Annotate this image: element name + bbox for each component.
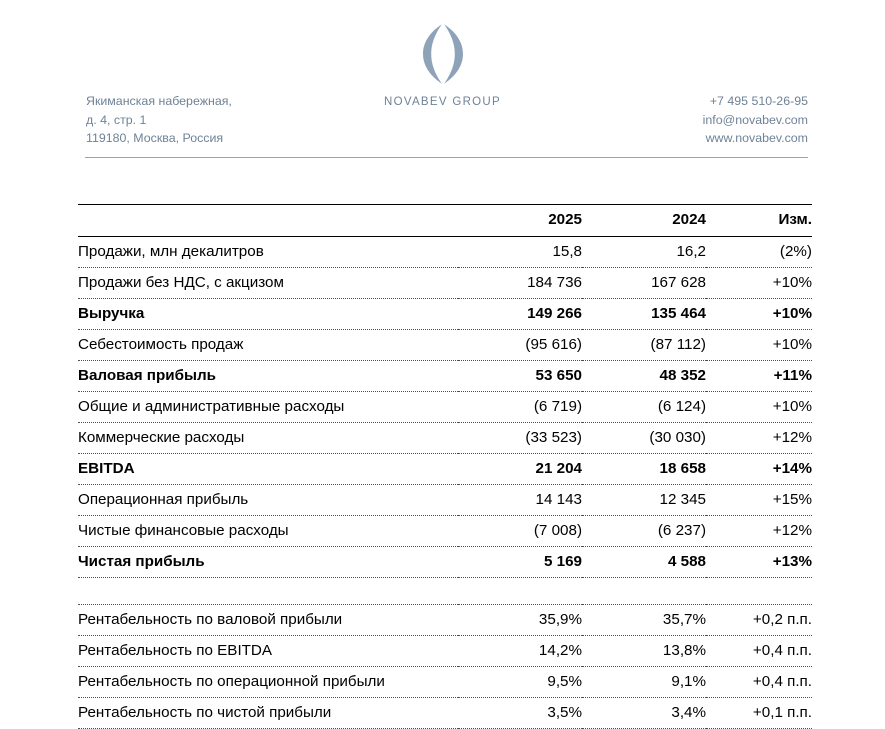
cell-value-2025: 35,9% <box>458 605 582 636</box>
cell-metric-label: Чистая прибыль <box>78 547 458 578</box>
column-header-2024: 2024 <box>672 211 706 228</box>
contact-website[interactable]: www.novabev.com <box>705 131 808 145</box>
novabev-lens-logo-icon <box>409 20 477 88</box>
spacer-cell <box>582 578 706 605</box>
table-row <box>78 454 812 485</box>
cell-metric-label: Продажи, млн декалитров <box>78 237 458 268</box>
cell-value-2024: (30 030) <box>582 423 706 454</box>
cell-value-2025: 14 143 <box>458 485 582 516</box>
cell-value-change: +10% <box>706 299 812 330</box>
column-header-change: Изм. <box>778 211 812 228</box>
spacer-cell <box>458 578 582 605</box>
cell-value-2024: (6 124) <box>582 392 706 423</box>
cell-value-change: +15% <box>706 485 812 516</box>
letterhead-divider <box>85 157 808 158</box>
cell-value-2024: 4 588 <box>582 547 706 578</box>
cell-value-2025: (95 616) <box>458 330 582 361</box>
cell-value-2025: 53 650 <box>458 361 582 392</box>
cell-value-2025: (33 523) <box>458 423 582 454</box>
cell-value-2025: 21 204 <box>458 454 582 485</box>
cell-value-2025: (7 008) <box>458 516 582 547</box>
cell-value-2024: 48 352 <box>582 361 706 392</box>
table-header-row <box>78 205 812 237</box>
cell-metric-label: Рентабельность по валовой прибыли <box>78 605 458 636</box>
table-row <box>78 605 812 636</box>
table-row <box>78 547 812 578</box>
cell-metric-label: Рентабельность по операционной прибыли <box>78 667 458 698</box>
cell-value-2024: 3,4% <box>582 698 706 729</box>
cell-value-2024: 16,2 <box>582 237 706 268</box>
cell-value-2025: 149 266 <box>458 299 582 330</box>
cell-value-2025: 15,8 <box>458 237 582 268</box>
address-line-1: Якиманская набережная, <box>86 94 232 108</box>
table-body <box>78 237 812 729</box>
cell-metric-label: Валовая прибыль <box>78 361 458 392</box>
cell-metric-label: Рентабельность по чистой прибыли <box>78 698 458 729</box>
cell-metric-label: Чистые финансовые расходы <box>78 516 458 547</box>
cell-value-change: +0,4 п.п. <box>706 636 812 667</box>
table-row <box>78 299 812 330</box>
cell-value-2024: 35,7% <box>582 605 706 636</box>
table-row <box>78 361 812 392</box>
cell-value-change: +10% <box>706 392 812 423</box>
cell-value-2025: 14,2% <box>458 636 582 667</box>
cell-value-2024: 18 658 <box>582 454 706 485</box>
cell-value-change: +14% <box>706 454 812 485</box>
cell-value-2024: (87 112) <box>582 330 706 361</box>
spacer-cell <box>706 578 812 605</box>
cell-value-2024: 9,1% <box>582 667 706 698</box>
financial-table-container <box>78 204 812 729</box>
cell-value-change: +11% <box>706 361 812 392</box>
cell-metric-label: Продажи без НДС, с акцизом <box>78 268 458 299</box>
cell-metric-label: EBITDA <box>78 454 458 485</box>
cell-value-2024: 13,8% <box>582 636 706 667</box>
cell-value-2024: 167 628 <box>582 268 706 299</box>
cell-value-2024: 12 345 <box>582 485 706 516</box>
cell-value-change: (2%) <box>706 237 812 268</box>
cell-value-change: +12% <box>706 423 812 454</box>
cell-value-2025: 184 736 <box>458 268 582 299</box>
table-row <box>78 268 812 299</box>
cell-value-change: +0,2 п.п. <box>706 605 812 636</box>
cell-metric-label: Коммерческие расходы <box>78 423 458 454</box>
table-row <box>78 392 812 423</box>
table-row <box>78 237 812 268</box>
financial-results-table <box>78 204 812 729</box>
cell-value-2025: (6 719) <box>458 392 582 423</box>
spacer-cell <box>78 578 458 605</box>
cell-metric-label: Операционная прибыль <box>78 485 458 516</box>
cell-metric-label: Себестоимость продаж <box>78 330 458 361</box>
table-row <box>78 698 812 729</box>
table-row <box>78 423 812 454</box>
cell-metric-label: Выручка <box>78 299 458 330</box>
contact-email[interactable]: info@novabev.com <box>702 112 808 127</box>
cell-value-change: +12% <box>706 516 812 547</box>
logo-wordmark: NOVABEV GROUP <box>383 96 501 108</box>
cell-value-change: +0,4 п.п. <box>706 667 812 698</box>
company-contacts <box>703 92 808 148</box>
cell-value-change: +13% <box>706 547 812 578</box>
column-header-2025: 2025 <box>548 211 582 228</box>
address-line-2: д. 4, стр. 1 <box>86 112 147 127</box>
cell-value-2025: 3,5% <box>458 698 582 729</box>
cell-value-2025: 9,5% <box>458 667 582 698</box>
table-section-spacer <box>78 578 812 605</box>
cell-metric-label: Общие и административные расходы <box>78 392 458 423</box>
address-line-3: 119180, Москва, Россия <box>86 131 224 145</box>
cell-value-change: +0,1 п.п. <box>706 698 812 729</box>
table-row <box>78 667 812 698</box>
cell-value-change: +10% <box>706 330 812 361</box>
table-header <box>78 205 812 237</box>
cell-value-2024: (6 237) <box>582 516 706 547</box>
letterhead <box>0 0 885 160</box>
table-row <box>78 485 812 516</box>
cell-value-2024: 135 464 <box>582 299 706 330</box>
company-address <box>86 92 232 148</box>
contact-phone: +7 495 510-26-95 <box>709 94 808 108</box>
table-row <box>78 516 812 547</box>
cell-value-2025: 5 169 <box>458 547 582 578</box>
cell-metric-label: Рентабельность по EBITDA <box>78 636 458 667</box>
cell-value-change: +10% <box>706 268 812 299</box>
column-header-metric <box>78 205 458 237</box>
table-row <box>78 636 812 667</box>
table-row <box>78 330 812 361</box>
